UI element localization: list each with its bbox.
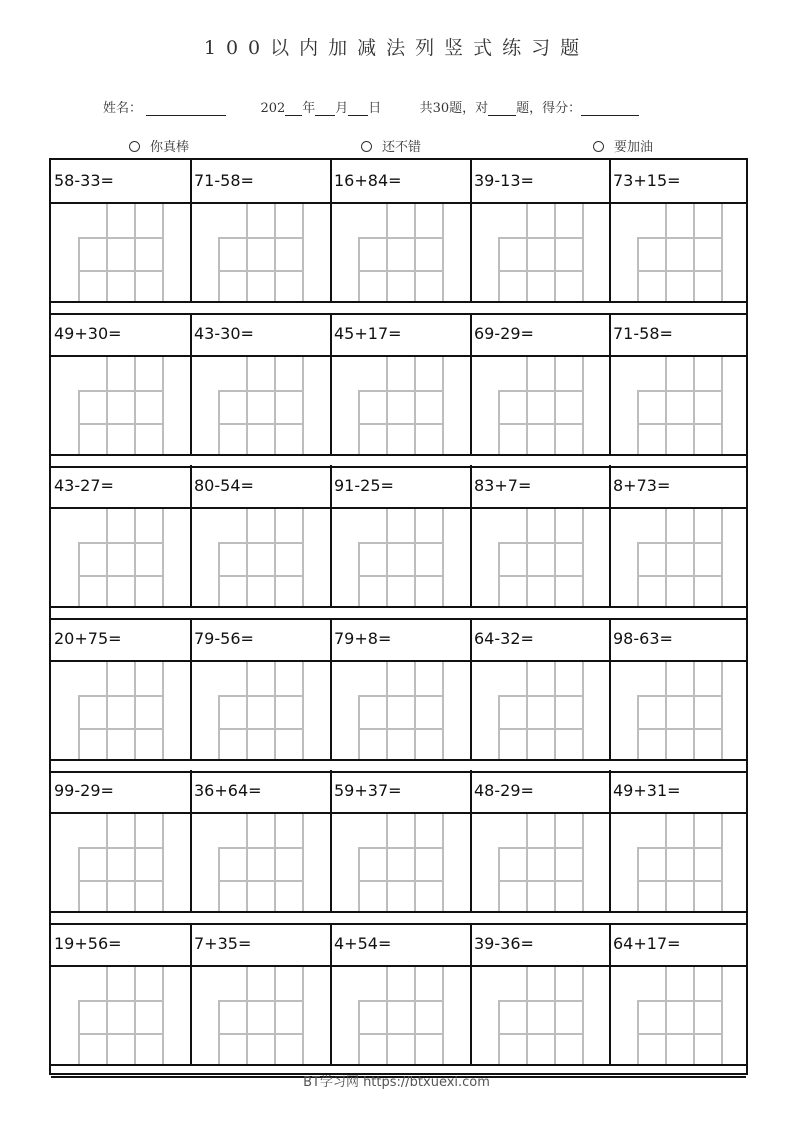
grid-line [218,728,304,730]
grid-line [358,695,360,759]
grid-line [414,662,416,759]
day-label: 日 [368,101,382,116]
grid-line [134,814,136,911]
grid-line [218,880,304,882]
grid-line [218,237,304,239]
problem-text: 16+84= [334,171,402,190]
answer-grid[interactable] [51,814,191,911]
grid-line [246,509,248,606]
circle-icon[interactable] [361,141,372,152]
grid-line [498,237,500,301]
grid-line [358,880,444,882]
grid-line [358,237,360,301]
grid-line [218,1000,304,1002]
grid-line [386,204,388,301]
grid-line [498,423,584,425]
problem-text: 49+31= [613,781,681,800]
answer-grid[interactable] [331,204,471,301]
grid-line [218,390,304,392]
grid-line [78,847,80,911]
name-field[interactable] [146,102,226,116]
grid-line [665,509,667,606]
grid-line [358,542,444,544]
grid-line [218,542,304,544]
grid-line [554,357,556,454]
grid-line [358,423,444,425]
grid-line [274,967,276,1064]
column-divider [330,313,332,454]
problem-text: 43-27= [54,476,114,495]
grid-line [526,357,528,454]
grid-line [526,204,528,301]
total-label: 共30题，对 [419,101,489,116]
grid-line [218,237,220,301]
grid-line [358,390,360,454]
grid-line [218,542,220,606]
grid-line [78,423,164,425]
grid-line [665,204,667,301]
grid-line [637,237,639,301]
rating-option-good[interactable] [361,136,421,155]
grid-line [386,509,388,606]
column-divider [190,618,192,759]
answer-grid[interactable] [471,204,610,301]
grid-line [134,662,136,759]
grid-line [693,814,695,911]
grid-line [414,967,416,1064]
answer-grid[interactable] [191,357,331,454]
grid-line [554,662,556,759]
problem-text: 39-36= [474,934,534,953]
answer-grid[interactable] [471,509,610,606]
grid-line [106,509,108,606]
grid-line [442,357,444,454]
problem-block [51,770,746,911]
grid-line [526,967,528,1064]
grid-line [358,1000,444,1002]
grid-line [637,237,723,239]
answer-grid[interactable] [191,509,331,606]
grid-line [637,390,723,392]
grid-line [693,204,695,301]
grid-line [218,847,304,849]
grid-line [78,695,164,697]
grid-line [693,967,695,1064]
grid-line [498,390,500,454]
grid-line [218,423,304,425]
grid-line [498,1033,584,1035]
grid-line [442,967,444,1064]
month-field[interactable] [315,102,335,116]
grid-line [498,695,500,759]
answer-grid[interactable] [191,204,331,301]
grid-line [498,847,584,849]
grid-line [637,695,723,697]
day-field[interactable] [348,102,368,116]
grid-line [637,542,723,544]
grid-line [302,662,304,759]
column-divider [190,770,192,911]
grid-line [358,728,444,730]
answer-grid[interactable] [471,357,610,454]
answer-grid[interactable] [191,967,331,1064]
grid-line [582,814,584,911]
grid-line [358,695,444,697]
grid-line [218,270,304,272]
grid-line [637,542,639,606]
grid-line [721,814,723,911]
answer-grid[interactable] [610,204,746,301]
grid-line [498,575,584,577]
grid-line [78,847,164,849]
grid-line [358,847,444,849]
grid-line [302,509,304,606]
grid-line [442,814,444,911]
circle-icon[interactable] [129,141,140,152]
problem-text: 49+30= [54,324,122,343]
grid-line [637,390,639,454]
column-divider [330,465,332,606]
answer-grid[interactable] [471,662,610,759]
column-divider [609,313,611,454]
column-divider [470,923,472,1064]
grid-line [78,237,164,239]
name-label: 姓名： [103,101,143,116]
grid-line [162,204,164,301]
page-title: 100以内加减法列竖式练习题 [203,37,590,59]
grid-line [637,847,639,911]
problem-text: 7+35= [194,934,252,953]
answer-grid[interactable] [191,662,331,759]
grid-line [637,847,723,849]
grid-line [78,1000,164,1002]
grid-line [637,1000,723,1002]
grid-line [218,1033,304,1035]
problem-block [51,160,746,301]
problem-text: 19+56= [54,934,122,953]
year-prefix: 202 [260,101,286,116]
column-divider [470,770,472,911]
answer-grid[interactable] [331,662,471,759]
grid-line [554,967,556,1064]
grid-line [498,390,584,392]
problem-text: 69-29= [474,324,534,343]
problem-block [51,313,746,454]
grid-line [554,509,556,606]
grid-line [134,967,136,1064]
problem-text: 99-29= [54,781,114,800]
column-divider [190,465,192,606]
grid-line [414,204,416,301]
grid-line [498,695,584,697]
grid-line [386,814,388,911]
answer-grid[interactable] [610,509,746,606]
grid-line [162,509,164,606]
problem-text: 98-63= [613,629,673,648]
grid-line [358,390,444,392]
problem-text: 64+17= [613,934,681,953]
grid-line [721,967,723,1064]
problem-text: 83+7= [474,476,532,495]
grid-line [274,662,276,759]
rating-option-great[interactable] [129,136,189,155]
grid-line [442,204,444,301]
problem-text: 80-54= [194,476,254,495]
grid-line [498,1000,500,1064]
problem-text: 45+17= [334,324,402,343]
grid-line [414,509,416,606]
grid-line [637,575,723,577]
column-divider [190,160,192,301]
grid-line [78,542,164,544]
grid-line [358,270,444,272]
grid-line [442,509,444,606]
grid-line [134,357,136,454]
grid-line [162,967,164,1064]
score-label: 题，得分： [516,101,582,116]
answer-grid[interactable] [51,662,191,759]
problem-text: 64-32= [474,629,534,648]
grid-line [554,204,556,301]
grid-line [582,662,584,759]
grid-line [637,728,723,730]
grid-line [526,662,528,759]
grid-line [358,237,444,239]
grid-line [414,357,416,454]
column-divider [470,160,472,301]
answer-grid[interactable] [471,967,610,1064]
grid-line [693,509,695,606]
circle-icon[interactable] [593,141,604,152]
column-divider [470,465,472,606]
grid-line [218,575,304,577]
column-divider [609,618,611,759]
grid-line [665,357,667,454]
column-divider [609,465,611,606]
grid-line [246,662,248,759]
column-divider [330,160,332,301]
problem-text: 39-13= [474,171,534,190]
problem-text: 48-29= [474,781,534,800]
problem-text: 43-30= [194,324,254,343]
grid-line [358,575,444,577]
problem-block [51,465,746,606]
grid-line [302,357,304,454]
grid-line [78,390,80,454]
column-divider [609,770,611,911]
problem-block [51,618,746,759]
grid-line [721,662,723,759]
grid-line [246,204,248,301]
problem-text: 59+37= [334,781,402,800]
grid-line [582,204,584,301]
grid-line [721,204,723,301]
footer-watermark: BT学习网 https://btxuexi.com [303,1075,490,1090]
grid-line [78,390,164,392]
grid-line [218,847,220,911]
grid-line [665,662,667,759]
grid-line [665,814,667,911]
problem-text: 79-56= [194,629,254,648]
grid-line [637,1000,639,1064]
grid-line [358,542,360,606]
problem-text: 8+73= [613,476,671,495]
grid-line [78,728,164,730]
grid-line [302,967,304,1064]
answer-grid[interactable] [51,509,191,606]
answer-grid[interactable] [331,509,471,606]
grid-line [106,662,108,759]
answer-grid[interactable] [610,814,746,911]
grid-line [498,880,584,882]
grid-line [274,509,276,606]
column-divider [190,923,192,1064]
grid-line [637,1033,723,1035]
grid-line [498,237,584,239]
answer-grid[interactable] [51,967,191,1064]
column-divider [330,770,332,911]
grid-line [498,847,500,911]
grid-line [637,880,723,882]
problem-block [51,923,746,1064]
grid-line [582,357,584,454]
grid-line [582,509,584,606]
grid-line [78,1033,164,1035]
answer-grid[interactable] [610,662,746,759]
answer-grid[interactable] [331,967,471,1064]
grid-line [246,814,248,911]
answer-grid[interactable] [191,814,331,911]
grid-line [414,814,416,911]
grid-line [218,1000,220,1064]
grid-line [106,357,108,454]
grid-line [78,270,164,272]
grid-line [721,509,723,606]
grid-line [665,967,667,1064]
grid-line [302,204,304,301]
problem-text: 58-33= [54,171,114,190]
problem-text: 20+75= [54,629,122,648]
grid-line [218,695,220,759]
student-info-line [103,97,639,116]
grid-line [637,423,723,425]
grid-line [637,695,639,759]
grid-line [498,542,584,544]
rating-option-try-harder[interactable] [593,136,653,155]
answer-grid[interactable] [331,357,471,454]
column-divider [609,923,611,1064]
grid-line [693,357,695,454]
column-divider [330,618,332,759]
year-field[interactable] [285,102,302,116]
grid-line [554,814,556,911]
grid-line [358,1000,360,1064]
column-divider [190,313,192,454]
grid-line [218,695,304,697]
grid-line [106,967,108,1064]
problem-text: 79+8= [334,629,392,648]
grid-line [274,814,276,911]
column-divider [609,160,611,301]
grid-line [582,967,584,1064]
problem-text: 71-58= [613,324,673,343]
answer-grid[interactable] [471,814,610,911]
column-divider [470,618,472,759]
problem-text: 36+64= [194,781,262,800]
rating-label: 还不错 [382,140,422,155]
grid-line [302,814,304,911]
grid-line [246,967,248,1064]
column-divider [330,923,332,1064]
answer-grid[interactable] [610,357,746,454]
grid-line [358,847,360,911]
grid-line [78,542,80,606]
grid-line [78,880,164,882]
column-divider [470,313,472,454]
answer-grid[interactable] [610,967,746,1064]
worksheet-table [49,158,748,1075]
grid-line [442,662,444,759]
grid-line [274,204,276,301]
grid-line [637,270,723,272]
grid-line [498,728,584,730]
rating-label: 要加油 [614,140,654,155]
problem-text: 91-25= [334,476,394,495]
grid-line [106,204,108,301]
grid-line [498,270,584,272]
grid-line [78,575,164,577]
grid-line [386,967,388,1064]
grid-line [358,1033,444,1035]
grid-line [526,814,528,911]
grid-line [386,662,388,759]
grid-line [134,509,136,606]
score-field[interactable] [581,102,639,116]
grid-line [78,237,80,301]
year-label: 年 [302,101,316,116]
problem-text: 73+15= [613,171,681,190]
grid-line [498,1000,584,1002]
grid-line [274,357,276,454]
grid-line [498,542,500,606]
answer-grid[interactable] [51,357,191,454]
grid-line [721,357,723,454]
problem-text: 4+54= [334,934,392,953]
problem-text: 71-58= [194,171,254,190]
grid-line [218,390,220,454]
grid-line [162,357,164,454]
grid-line [246,357,248,454]
answer-grid[interactable] [51,204,191,301]
grid-line [134,204,136,301]
answer-grid[interactable] [331,814,471,911]
month-label: 月 [335,101,349,116]
grid-line [162,814,164,911]
grid-line [78,695,80,759]
grid-line [106,814,108,911]
correct-count-field[interactable] [488,102,516,116]
grid-line [693,662,695,759]
grid-line [162,662,164,759]
grid-line [386,357,388,454]
rating-label: 你真棒 [150,140,190,155]
grid-line [526,509,528,606]
grid-line [78,1000,80,1064]
